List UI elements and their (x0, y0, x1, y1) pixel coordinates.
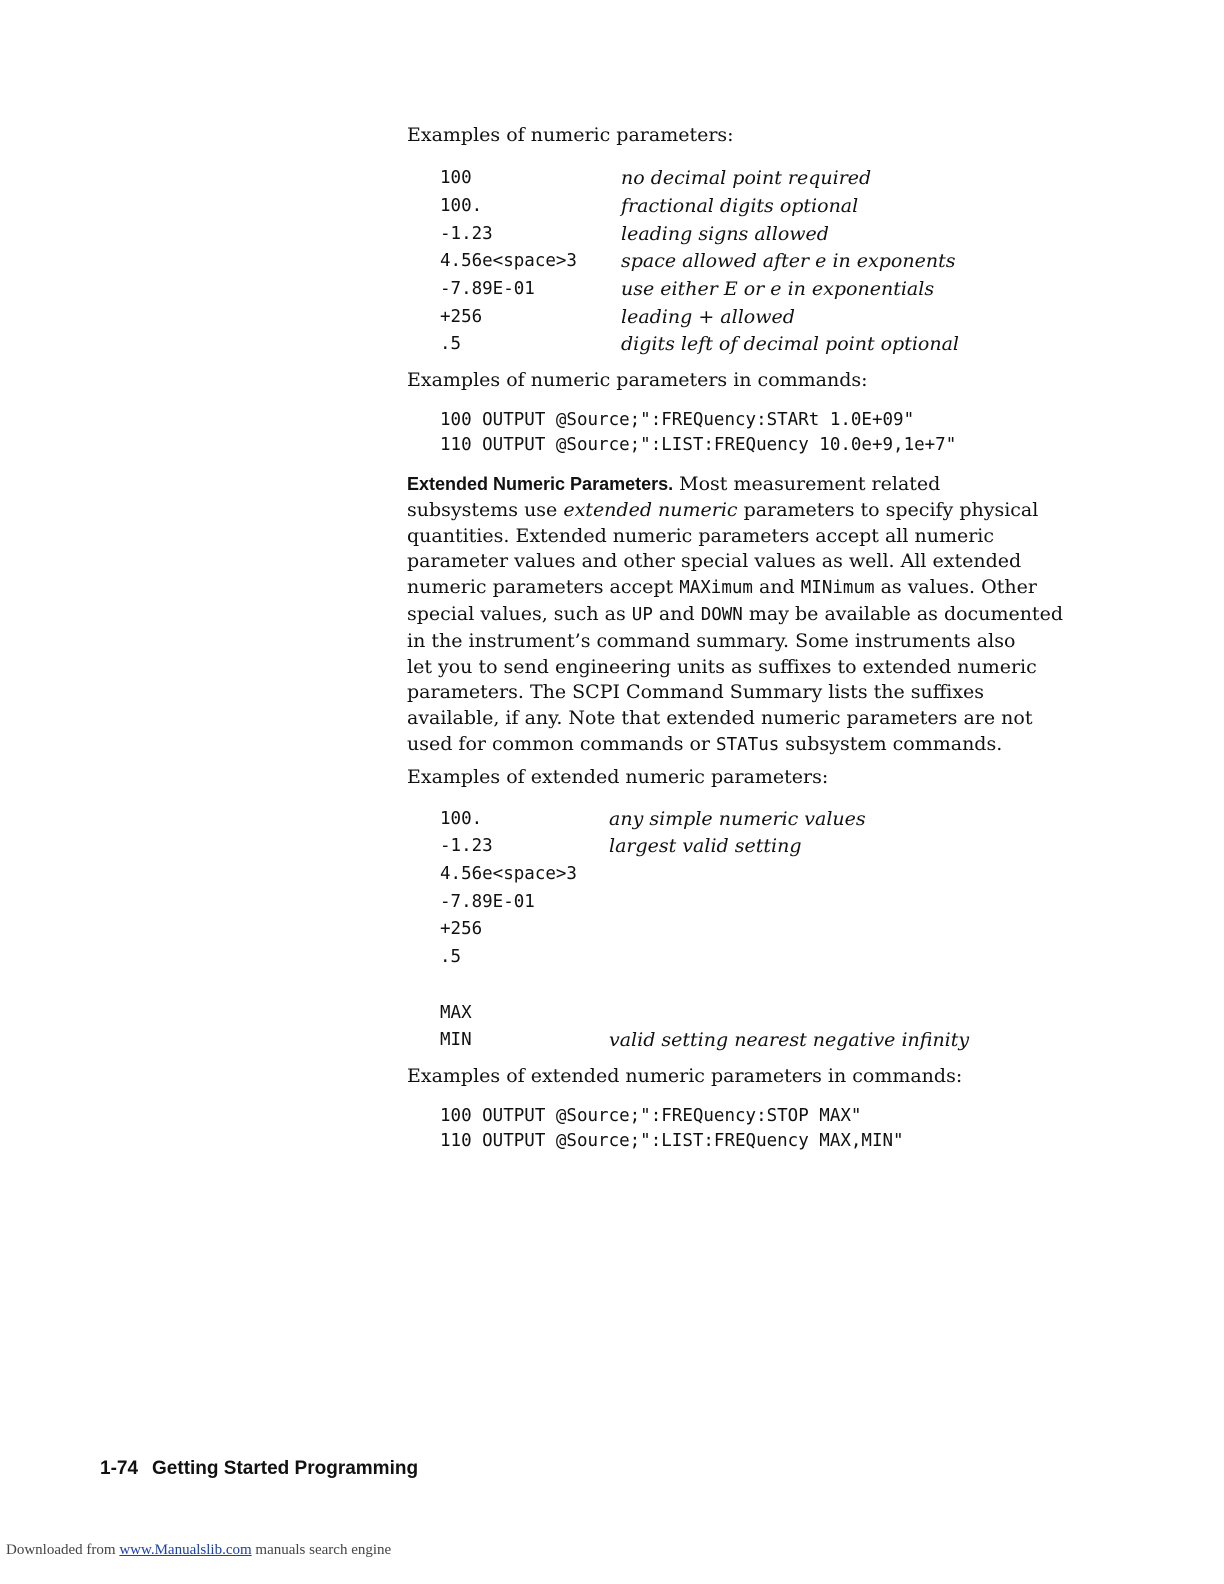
inline-code: MINimum (800, 578, 875, 599)
numeric-examples-heading: Examples of numeric parameters: (407, 124, 734, 146)
page-number: 1-74 (100, 1458, 139, 1479)
numeric-commands-heading: Examples of numeric parameters in commands: (407, 369, 868, 391)
example-value: 4.56e<space>3 (440, 251, 577, 271)
paragraph-text: Most measurement related (673, 473, 941, 495)
paragraph-text: subsystem commands. (779, 732, 1003, 755)
example-value: 100. (440, 809, 483, 829)
emphasis-text: extended numeric (563, 498, 738, 521)
code-line: 100 OUTPUT @Source;":FREQuency:STARt 1.0E+09" (440, 410, 915, 430)
example-description: no decimal point required (621, 167, 872, 189)
extended-numeric-paragraph (407, 472, 1063, 759)
example-value: MIN (440, 1030, 472, 1050)
example-value: MAX (440, 1003, 472, 1023)
paragraph-lead-heading: Extended Numeric Parameters. (407, 474, 674, 494)
example-value: -1.23 (440, 224, 493, 244)
example-value: .5 (440, 334, 462, 354)
paragraph-text: and (752, 576, 801, 599)
paragraph-text: numeric parameters accept (407, 576, 680, 599)
inline-code: STATus (716, 734, 780, 755)
extended-commands-heading: Examples of extended numeric parameters in commands: (407, 1065, 963, 1087)
example-description: fractional digits optional (621, 195, 859, 217)
inline-code: DOWN (700, 604, 743, 625)
example-value: -7.89E-01 (440, 892, 535, 912)
example-description: space allowed after e in exponents (621, 250, 956, 272)
example-value: 4.56e<space>3 (440, 864, 577, 884)
example-description: leading + allowed (621, 306, 795, 328)
example-description: leading signs allowed (621, 223, 829, 245)
extended-examples-heading: Examples of extended numeric parameters: (407, 766, 829, 788)
paragraph-text: special values, such as (407, 602, 632, 625)
manualslib-link[interactable]: www.Manualslib.com (119, 1542, 252, 1558)
paragraph-text: used for common commands or (407, 732, 717, 755)
example-value: +256 (440, 919, 483, 939)
code-line: 110 OUTPUT @Source;":LIST:FREQuency MAX,MIN" (440, 1131, 904, 1151)
example-description: use either E or e in exponentials (621, 278, 935, 300)
download-prefix: Downloaded from (6, 1542, 120, 1558)
paragraph-text: let you to send engineering units as suffixes to extended numeric (407, 655, 1037, 678)
paragraph-text: may be available as documented (742, 602, 1063, 625)
paragraph-text: as values. Other (874, 576, 1037, 599)
paragraph-text: available, if any. Note that extended numeric parameters are not (407, 707, 1033, 730)
example-value: -1.23 (440, 836, 493, 856)
paragraph-text: parameters. The SCPI Command Summary lists the suffixes (407, 681, 985, 704)
paragraph-text: parameter values and other special values as well. All extended (407, 550, 1022, 573)
chapter-title: Getting Started Programming (152, 1458, 419, 1479)
download-notice (6, 1542, 391, 1559)
code-line: 110 OUTPUT @Source;":LIST:FREQuency 10.0e+9,1e+7" (440, 435, 957, 455)
example-description: largest valid setting (609, 835, 802, 857)
example-value: -7.89E-01 (440, 279, 535, 299)
inline-code: MAXimum (679, 578, 753, 599)
paragraph-text: quantities. Extended numeric parameters accept all numeric (407, 524, 995, 547)
paragraph-text: and (652, 602, 701, 625)
example-value: .5 (440, 947, 462, 967)
paragraph-text: parameters to specify physical (737, 498, 1039, 521)
page-footer (100, 1458, 418, 1480)
example-value: 100. (440, 196, 483, 216)
paragraph-text: subsystems use (407, 498, 564, 521)
example-description: digits left of decimal point optional (621, 333, 960, 355)
example-description: valid setting nearest negative infinity (609, 1029, 970, 1051)
download-suffix: manuals search engine (251, 1542, 392, 1558)
example-description: any simple numeric values (609, 808, 866, 830)
example-value: 100 (440, 168, 472, 188)
example-value: +256 (440, 307, 483, 327)
paragraph-text: in the instrument’s command summary. Some instruments also (407, 629, 1016, 652)
inline-code: UP (631, 604, 653, 625)
code-line: 100 OUTPUT @Source;":FREQuency:STOP MAX" (440, 1106, 862, 1126)
